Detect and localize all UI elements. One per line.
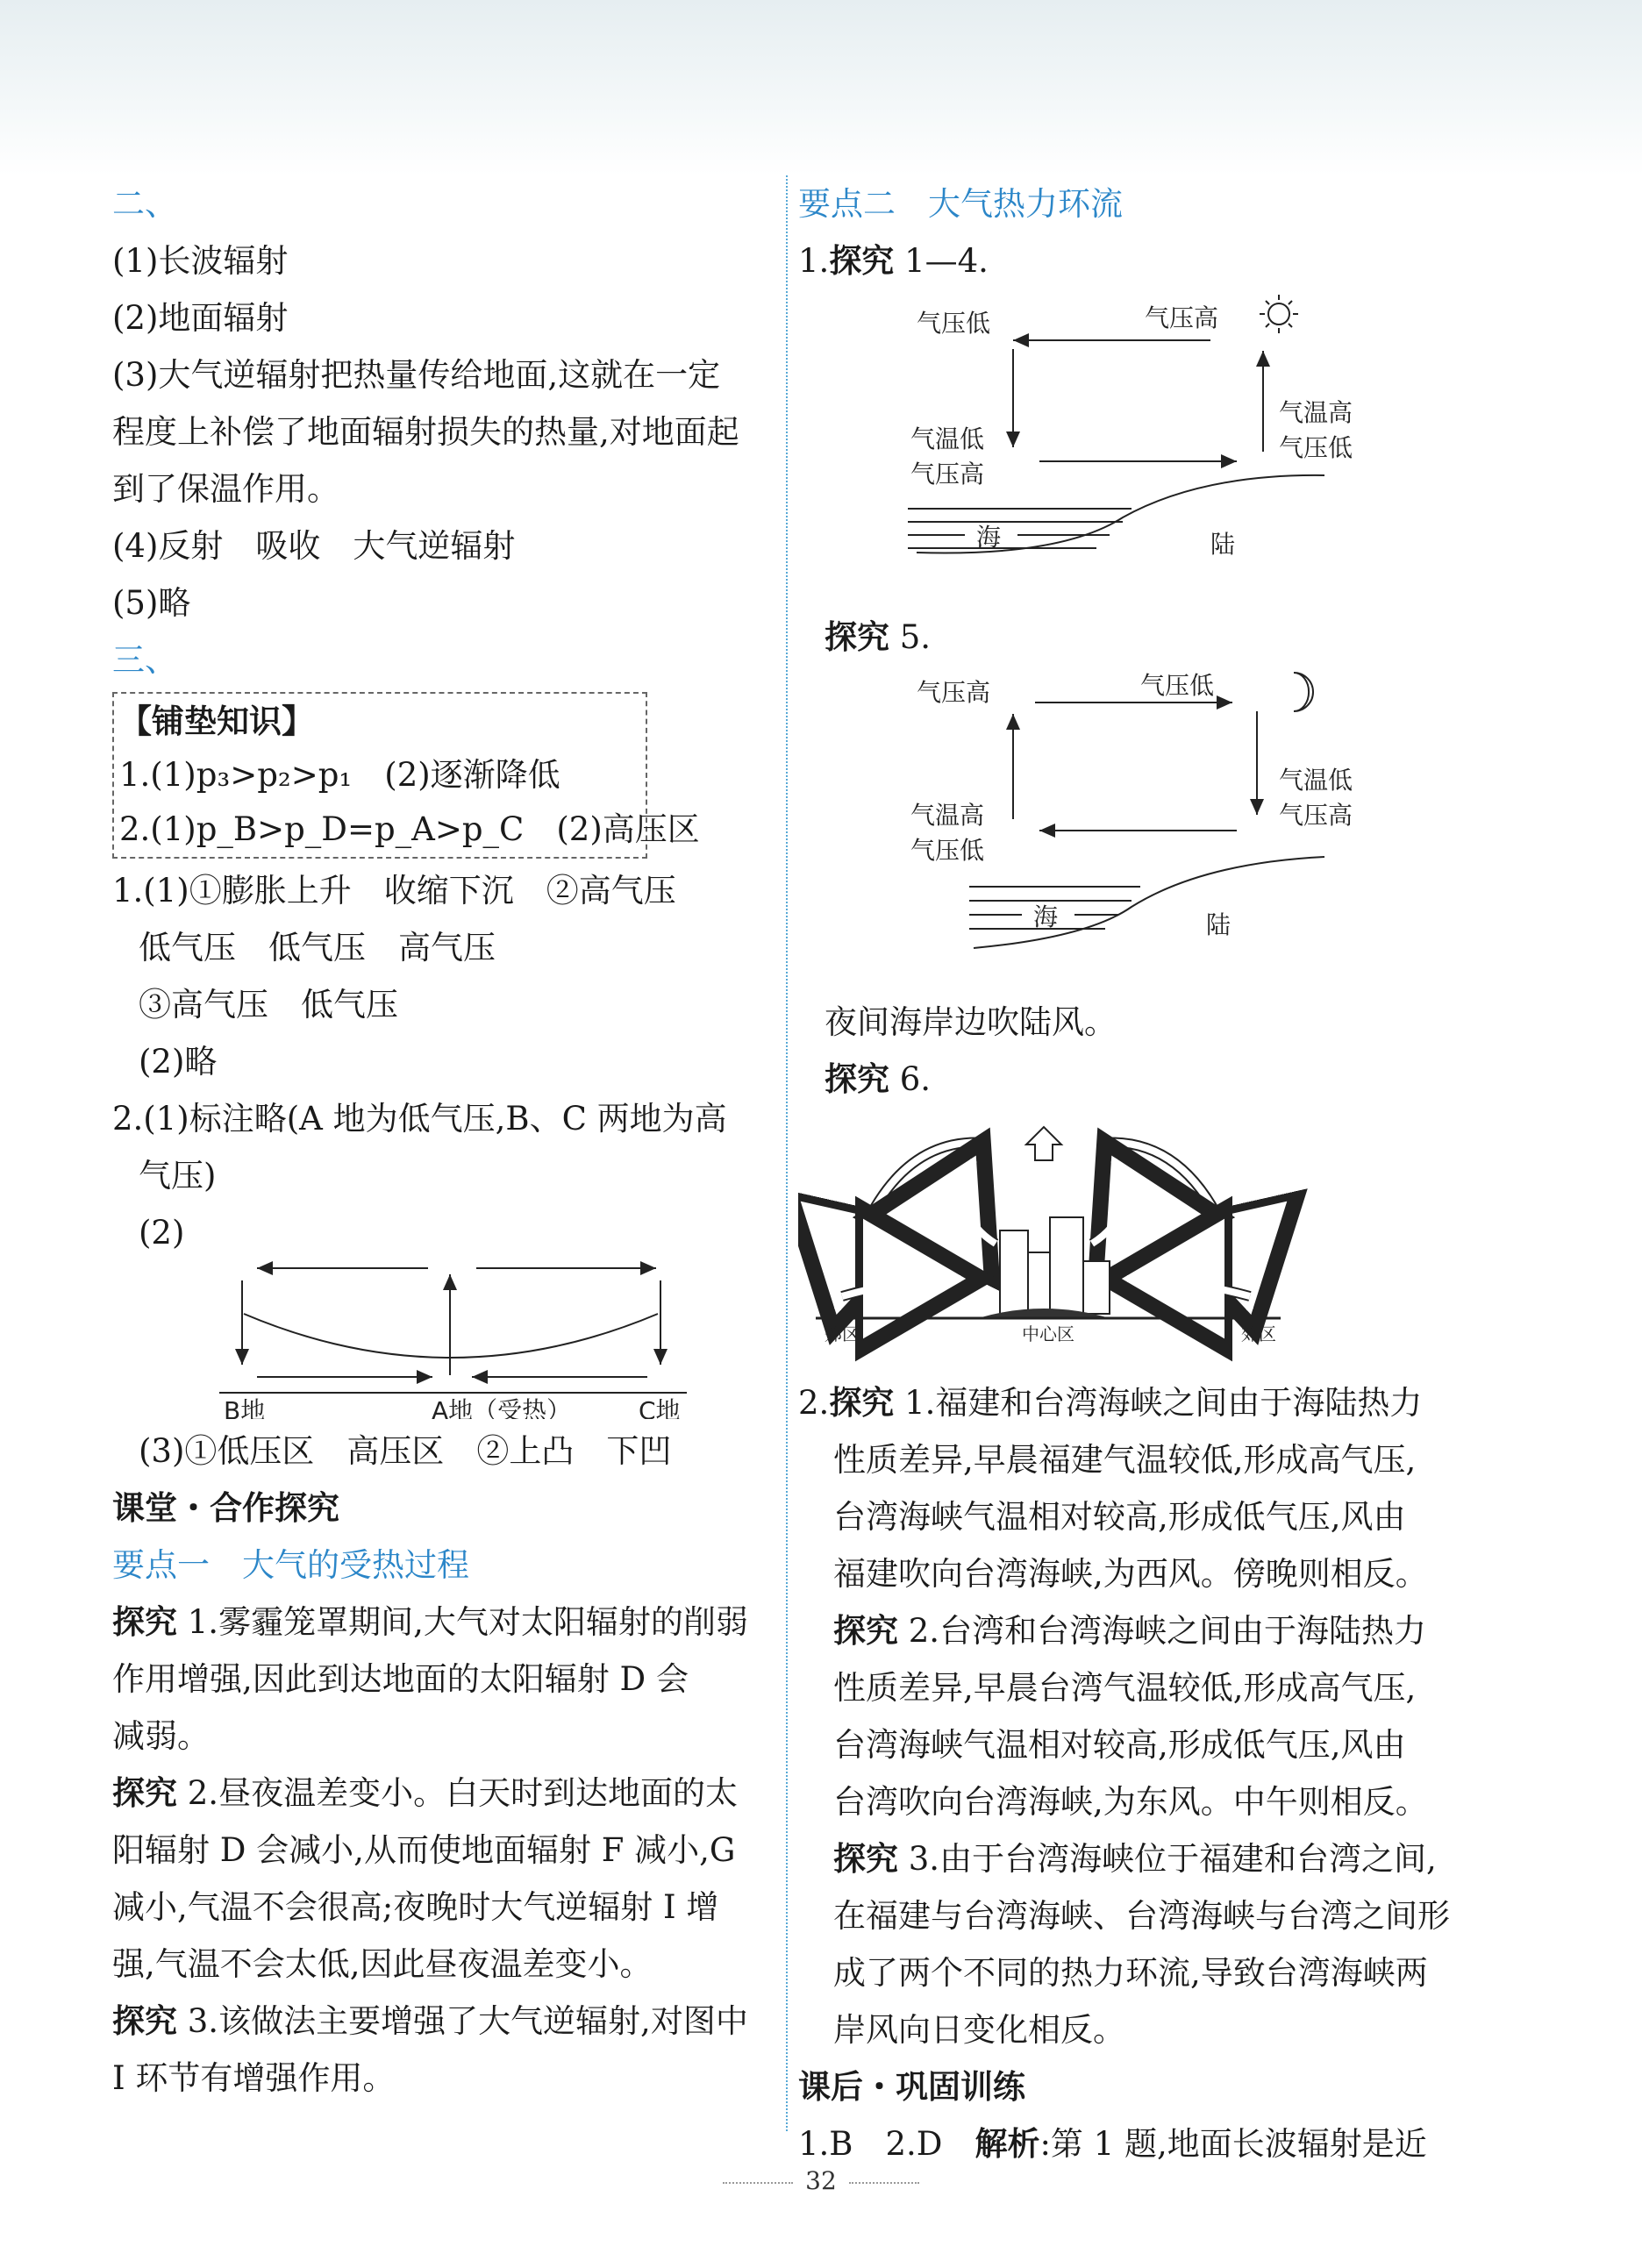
answer-line: (2): [139, 1214, 185, 1252]
fig2-land: 陆: [1206, 910, 1232, 939]
answer-line: 福建吹向台湾海峡,为西风。傍晚则相反。: [833, 1555, 1428, 1593]
fig1-mid-right-1: 气温高: [1279, 398, 1353, 427]
answer-line: 性质差异,早晨福建气温较低,形成高气压,: [833, 1441, 1417, 1479]
answer-line: 1.(1)①膨胀上升 收缩下沉 ②高气压: [112, 872, 676, 909]
answer-text: 3.该做法主要增强了大气逆辐射,对图中: [177, 2002, 748, 2040]
after-class-heading: 课后・巩固训练: [798, 2067, 1025, 2106]
section-two-heading: 二、: [112, 185, 177, 223]
land-breeze-figure: [798, 666, 1474, 990]
answer-text: 6.: [889, 1060, 932, 1098]
right-column: [798, 175, 1474, 2172]
moon-icon: [1294, 673, 1313, 711]
page-footer: [0, 2166, 1642, 2195]
page-number: 32: [805, 2166, 837, 2195]
box-line-1: 1.(1)p₃>p₂>p₁ (2)逐渐降低: [119, 756, 560, 794]
answer-line: 台湾海峡气温相对较高,形成低气压,风由: [833, 1498, 1406, 1536]
answer-line: I 环节有增强作用。: [112, 2059, 396, 2097]
key-point-one: 要点一 大气的受热过程: [112, 1546, 469, 1584]
fig2-mid-right-1: 气温低: [1279, 766, 1353, 795]
answer-line: 气压): [139, 1157, 217, 1195]
explore-label: 探究: [833, 1611, 898, 1650]
fig1-mid-right-2: 气压低: [1279, 433, 1353, 462]
pressure-curve-figure: [112, 1261, 779, 1419]
answer-line: 台湾吹向台湾海峡,为东风。中午则相反。: [833, 1783, 1428, 1821]
fig1-mid-left-2: 气压高: [910, 460, 985, 489]
urban-heat-island-figure: [798, 1108, 1474, 1371]
explore-label: 探究: [112, 1773, 177, 1812]
answer-text: 1.雾霾笼罩期间,大气对太阳辐射的削弱: [177, 1603, 748, 1641]
answer-line: 程度上补偿了地面辐射损失的热量,对地面起: [112, 413, 739, 451]
column-divider: [786, 175, 788, 2131]
explore-label: 探究: [833, 1839, 898, 1878]
answer-line: 岸风向日变化相反。: [833, 2011, 1125, 2049]
answer-line: 性质差异,早晨台湾气温较低,形成高气压,: [833, 1669, 1417, 1707]
explore-label: 探究: [112, 1602, 177, 1641]
answer-line: ③高气压 低气压: [139, 986, 398, 1023]
answer-line: (4)反射 吸收 大气逆辐射: [112, 527, 516, 565]
answer-line: 成了两个不同的热力环流,导致台湾海峡两: [833, 1954, 1428, 1992]
explore-label: 探究: [829, 1383, 895, 1422]
answer-line: (1)长波辐射: [112, 242, 289, 280]
fig2-mid-left-2: 气压低: [910, 836, 985, 865]
fig1-mid-left-1: 气温低: [910, 424, 985, 453]
answer-line: 低气压 低气压 高气压: [139, 929, 496, 966]
explore-label: 探究: [829, 241, 895, 280]
answer-line: 减弱。: [112, 1717, 210, 1755]
answer-text: 2.昼夜温差变小。白天时到达地面的太: [177, 1774, 739, 1812]
box-line-2: 2.(1)p_B>p_D=p_A>p_C (2)高压区: [119, 810, 700, 848]
top-scan-haze: [0, 0, 1642, 175]
answer-line: 2.(1)标注略(A 地为低气压,B、C 两地为高: [112, 1100, 727, 1138]
label-a: A地（受热）: [432, 1396, 572, 1419]
left-column: [112, 175, 779, 2107]
fig2-top-left: 气压高: [917, 678, 991, 707]
box-title: 【铺垫知识】: [119, 702, 314, 740]
answer-line: (5)略: [112, 584, 191, 622]
fig2-mid-left-1: 气温高: [910, 801, 985, 830]
answer-text: :第 1 题,地面长波辐射是近: [1039, 2125, 1427, 2163]
explore-label: 探究: [825, 617, 889, 656]
section-three-heading: 三、: [112, 641, 177, 679]
fig1-top-left: 气压低: [917, 309, 991, 338]
item-number: 2.: [798, 1384, 830, 1422]
label-b: B地: [224, 1396, 266, 1419]
sun-icon: [1260, 295, 1298, 333]
answer-text: 3.由于台湾海峡位于福建和台湾之间,: [898, 1840, 1437, 1878]
fig1-sea: 海: [976, 523, 1002, 552]
fig2-sea: 海: [1033, 902, 1059, 931]
fig1-land: 陆: [1210, 530, 1236, 559]
sea-breeze-figure: [798, 289, 1474, 605]
fig2-top-right: 气压低: [1140, 671, 1215, 700]
key-point-two: 要点二 大气热力环流: [798, 185, 1123, 223]
analysis-label: 解析: [974, 2124, 1040, 2163]
label-c: C地: [639, 1396, 681, 1419]
answer-line: 到了保温作用。: [112, 470, 339, 508]
night-wind-line: 夜间海岸边吹陆风。: [825, 1003, 1117, 1041]
answer-line: 强,气温不会太低,因此昼夜温差变小。: [112, 1945, 653, 1983]
item-number: 1.: [798, 242, 830, 280]
answer-line: (3)①低压区 高压区 ②上凸 下凹: [139, 1432, 672, 1470]
fig3-right-suburb: 郊区: [1241, 1323, 1276, 1344]
fig3-left-suburb: 郊区: [825, 1323, 860, 1344]
fig1-top-right: 气压高: [1145, 303, 1219, 332]
answer-text: 1—4.: [894, 242, 989, 280]
classroom-heading: 课堂・合作探究: [112, 1488, 339, 1527]
fig2-mid-right-2: 气压高: [1279, 801, 1353, 830]
answer-line: (2)地面辐射: [112, 299, 289, 337]
answer-text: 5.: [889, 618, 932, 656]
explore-label: 探究: [112, 2001, 177, 2040]
answer-line: 在福建与台湾海峡、台湾海峡与台湾之间形: [833, 1897, 1450, 1935]
background-knowledge-box: [112, 692, 700, 859]
answer-line: 减小,气温不会很高;夜晚时大气逆辐射 I 增: [112, 1888, 719, 1926]
answer-line: (2)略: [139, 1043, 218, 1081]
answer-text: 2.台湾和台湾海峡之间由于海陆热力: [898, 1612, 1427, 1650]
answer-line: 作用增强,因此到达地面的太阳辐射 D 会: [112, 1660, 689, 1698]
answer-text: 1.B 2.D: [798, 2125, 975, 2163]
fig3-center: 中心区: [1022, 1323, 1074, 1344]
answer-line: (3)大气逆辐射把热量传给地面,这就在一定: [112, 356, 721, 394]
answer-line: 台湾海峡气温相对较高,形成低气压,风由: [833, 1726, 1406, 1764]
answer-line: 阳辐射 D 会减小,从而使地面辐射 F 减小,G: [112, 1831, 736, 1869]
explore-label: 探究: [825, 1059, 889, 1098]
answer-text: 1.福建和台湾海峡之间由于海陆热力: [894, 1384, 1423, 1422]
